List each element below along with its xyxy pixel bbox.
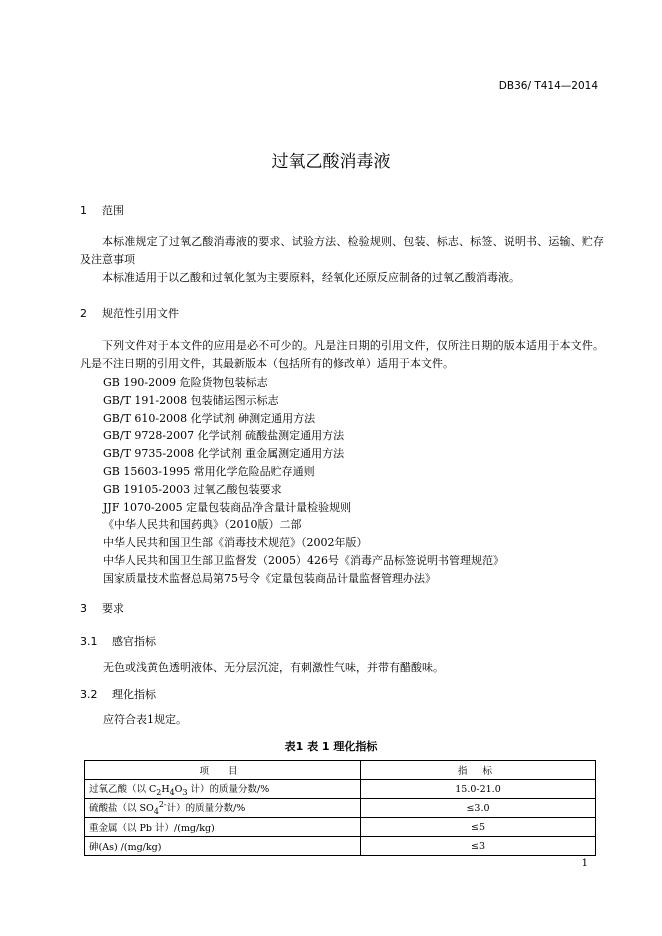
normative-intro-paragraph: 下列文件对于本文件的应用是必不可少的。凡是注日期的引用文件，仅所注日期的版本适用于本文件。凡是不注日期的引用文件，其最新版本（包括所有的修改单）适用于本文件。 — [80, 339, 604, 370]
item-cell: 硫酸盐（以 $SO_4^{2-}$计）的质量分数/% — [85, 799, 361, 818]
section-3-2-heading — [80, 686, 156, 702]
section-1-heading — [80, 202, 124, 218]
physchem-index-table — [84, 760, 596, 856]
reference-item: 国家质量技术监督总局第75号令《定量包装商品计量监督管理办法》 — [103, 571, 436, 585]
table-caption: 表1 表 1 理化指标 — [284, 740, 378, 753]
value-cell: 15.0-21.0 — [361, 780, 596, 799]
section-title: 理化指标 — [112, 688, 156, 701]
table-row — [85, 799, 596, 818]
document-title: 过氧乙酸消毒液 — [271, 152, 391, 172]
reference-item: GB/T 9728-2007 化学试剂 硫酸盐测定通用方法 — [103, 429, 345, 443]
section-3-1-heading — [80, 633, 156, 649]
scope-paragraph-2: 本标准适用于以乙酸和过氧化氢为主要原料，经氧化还原反应制备的过氧乙酸消毒液。 — [102, 271, 520, 284]
sensory-requirement-text: 无色或浅黄色透明液体、无分层沉淀，有刺激性气味，并带有醋酸味。 — [103, 661, 444, 674]
value-cell: ≤3 — [361, 837, 596, 856]
scope-paragraph-1: 本标准规定了过氧乙酸消毒液的要求、试验方法、检验规则、包装、标志、标签、说明书、运输、贮存及注意事项 — [80, 235, 604, 266]
table-row — [85, 780, 596, 799]
column-header-item: 项 目 — [85, 761, 361, 780]
section-number: 3.1 — [80, 635, 98, 648]
column-header-index: 指 标 — [361, 761, 596, 780]
section-title: 感官指标 — [112, 635, 156, 648]
reference-item: JJF 1070-2005 定量包装商品净含量计量检验规则 — [103, 500, 352, 514]
section-3-heading — [80, 600, 124, 616]
reference-item: GB 19105-2003 过氧乙酸包装要求 — [103, 482, 282, 496]
reference-item: GB 190-2009 危险货物包装标志 — [103, 376, 268, 389]
reference-item: GB/T 191-2008 包装储运图示标志 — [103, 393, 279, 407]
reference-item: 中华人民共和国卫生部卫监督发（2005）426号《消毒产品标签说明书管理规范》 — [103, 553, 504, 567]
section-title: 要求 — [102, 602, 124, 615]
document-code: DB36/ T414—2014 — [498, 80, 598, 92]
table-header-row — [85, 761, 596, 780]
section-number: 3.2 — [80, 688, 98, 701]
section-number: 2 — [80, 307, 87, 320]
reference-item: GB 15603-1995 常用化学危险品贮存通则 — [103, 464, 315, 478]
section-title: 范围 — [102, 204, 124, 217]
section-number: 1 — [80, 204, 87, 217]
reference-item: 《中华人民共和国药典》（2010版）二部 — [103, 518, 302, 532]
page-number: 1 — [581, 858, 588, 869]
section-number: 3 — [80, 602, 87, 615]
section-title: 规范性引用文件 — [102, 307, 179, 320]
item-cell: 重金属（以 Pb 计）/(mg/kg) — [85, 818, 361, 837]
section-2-heading — [80, 305, 179, 321]
table-row — [85, 837, 596, 856]
normative-reference-list — [103, 374, 504, 588]
reference-item: GB/T 610-2008 化学试剂 砷测定通用方法 — [103, 411, 316, 425]
reference-item: GB/T 9735-2008 化学试剂 重金属测定通用方法 — [103, 447, 345, 461]
value-cell: ≤5 — [361, 818, 596, 837]
item-cell: 过氧乙酸（以 $C_2H_4O_3$ 计）的质量分数/% — [85, 780, 361, 799]
table-row — [85, 818, 596, 837]
item-cell: 砷(As) /(mg/kg) — [85, 837, 361, 856]
value-cell: ≤3.0 — [361, 799, 596, 818]
physchem-requirement-text: 应符合表1规定。 — [103, 713, 187, 726]
reference-item: 中华人民共和国卫生部《消毒技术规范》（2002年版） — [103, 536, 368, 550]
